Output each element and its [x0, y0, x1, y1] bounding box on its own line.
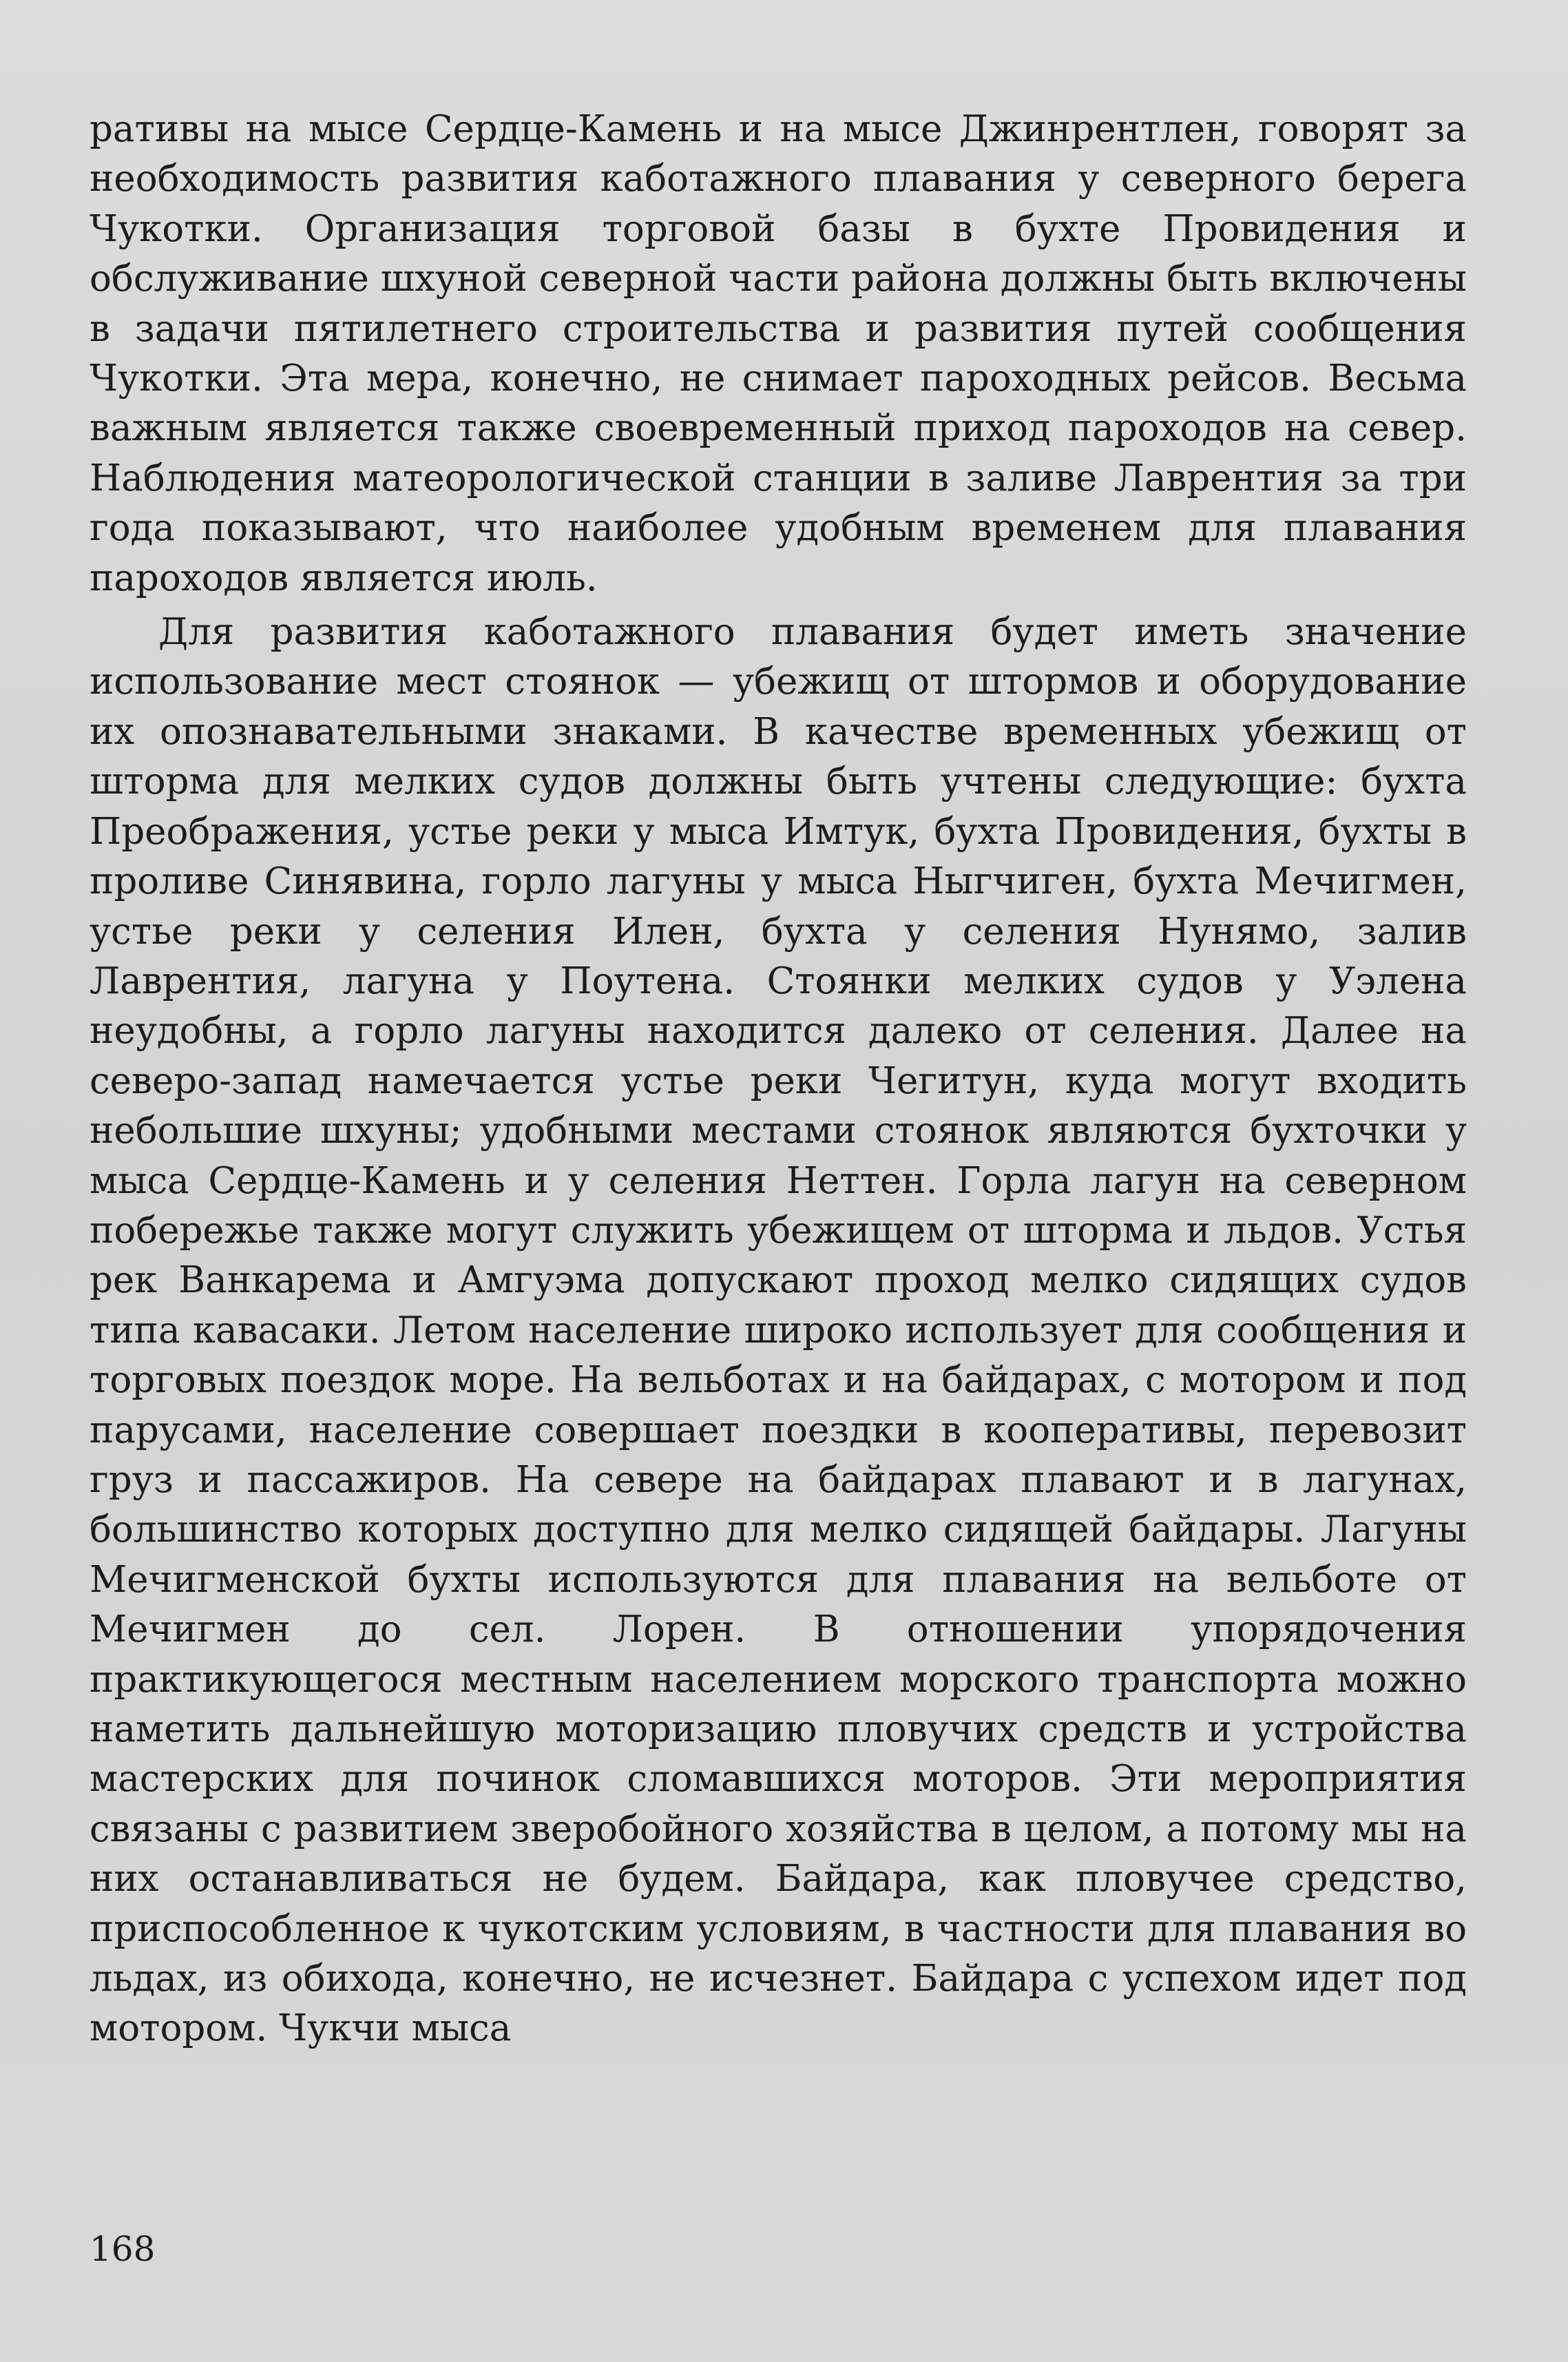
page-text	[90, 105, 1467, 2054]
paragraph-1: ративы на мысе Сердце-Камень и на мысе Джинрентлен, говорят за необходимость развития каботажного плавания у северного берега Чукотки. Организация торговой базы в бухте Провидения и обслуживание шхуной северной части района должны быть включены в задачи пятилетнего строительства и развития путей сообщения Чукотки. Эта мера, конечно, не снимает пароходных рейсов. Весьма важным является также своевременный приход пароходов на север. Наблюдения матеорологической станции в заливе Лаврентия за три года показывают, что наиболее удобным временем для плавания пароходов является июль.	[90, 108, 1467, 599]
page-number: 168	[90, 2229, 156, 2269]
paragraph-2: Для развития каботажного плавания будет иметь значение использование мест стоянок — убежищ от штормов и оборудование их опознавательными знаками. В качестве временных убежищ от шторма для мелких судов должны быть учтены следующие: бухта Преображения, устье реки у мыса Имтук, бухта Провидения, бухты в проливе Синявина, горло лагуны у мыса Ныгчиген, бухта Мечигмен, устье реки у селения Илен, бухта у селения Нунямо, залив Лаврентия, лагуна у Поутена. Стоянки мелких судов у Уэлена неудобны, а горло лагуны находится далеко от селения. Далее на северо-запад намечается устье реки Чегитун, куда могут входить небольшие шхуны; удобными местами стоянок являются бухточки у мыса Сердце-Камень и у селения Неттен. Горла лагун на северном побережье также могут служить убежищем от шторма и льдов. Устья рек Ванкарема и Амгуэма допускают проход мелко сидящих судов типа кавасаки. Летом население широко использует для сообщения и торговых поездок море. На вельботах и на байдарах, с мотором и под парусами, население совершает поездки в кооперативы, перевозит груз и пассажиров. На севере на байдарах плавают и в лагунах, большинство которых доступно для мелко сидящей байдары. Лагуны Мечигменской бухты используются для плавания на вельботе от Мечигмен до сел. Лорен. В отношении упорядочения практикующегося местным населением морского транспорта можно наметить дальнейшую моторизацию пловучих средств и устройства мастерских для починок сломавшихся моторов. Эти мероприятия связаны с развитием зверобойного хозяйства в целом, а потому мы на них останавливаться не будем. Байдара, как пловучее средство, приспособленное к чукотским условиям, в частности для плавания во льдах, из обихода, конечно, не исчезнет. Байдара с успехом идет под мотором. Чукчи мыса	[90, 611, 1467, 2050]
